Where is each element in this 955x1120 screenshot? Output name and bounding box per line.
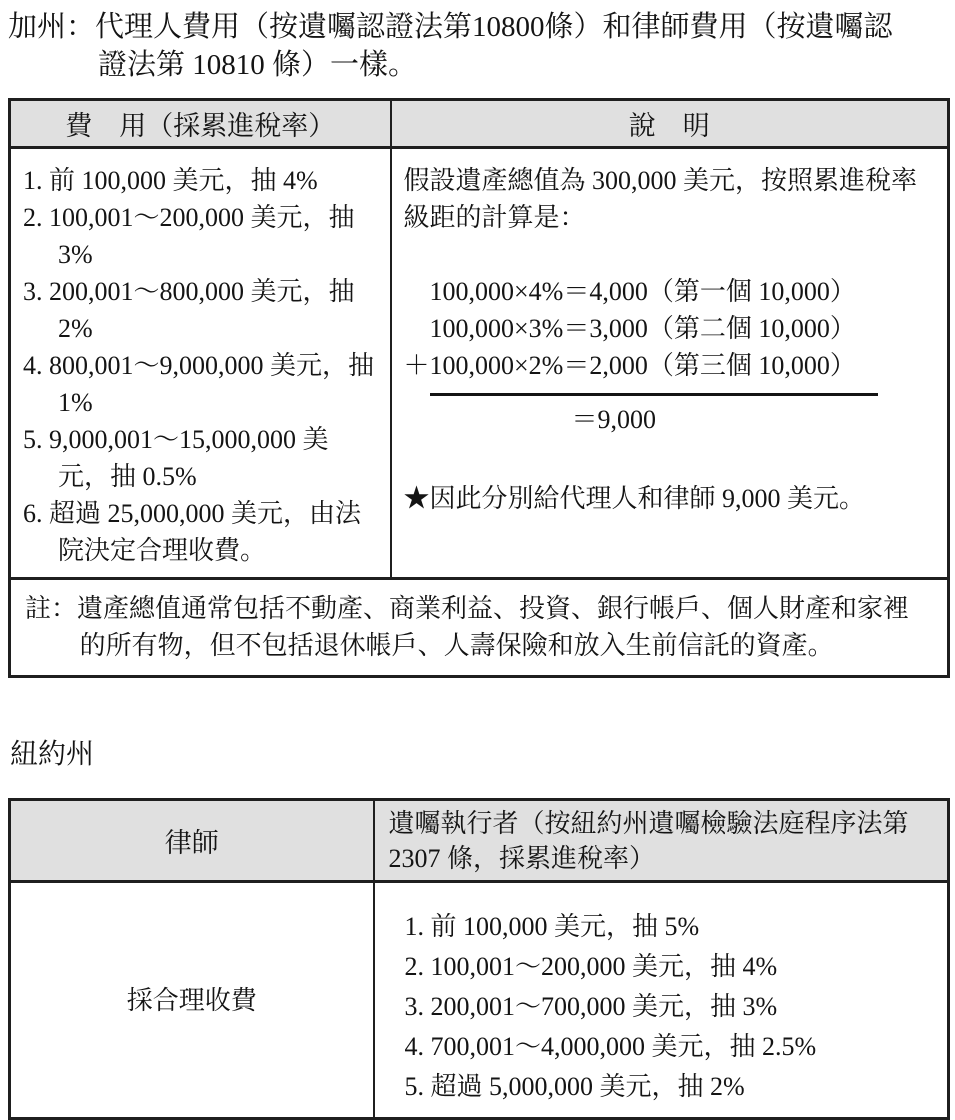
calculation-block <box>404 273 938 438</box>
california-fee-table <box>8 98 950 678</box>
fee-schedule-cell <box>10 148 391 579</box>
attorney-fee-cell: 採合理收費 <box>10 882 374 1119</box>
fee-item-6: 6. 超過 25,000,000 美元，由法院決定合理收費。 <box>23 499 362 565</box>
newyork-table-body-row <box>10 882 949 1119</box>
california-table-body-row <box>10 148 949 579</box>
executor-fee-cell <box>374 882 949 1119</box>
note-text: 註：遺產總值通常包括不動產、商業利益、投資、銀行帳戶、個人財產和家裡的所有物，但不包括退休帳戶、人壽保險和放入生前信託的資產。 <box>25 594 910 660</box>
explanation-column-header: 說 明 <box>391 100 949 148</box>
fee-item-2: 2. 100,001～200,000 美元，抽 3% <box>23 203 355 269</box>
fee-item-1: 1. 前 100,000 美元，抽 4% <box>23 166 318 195</box>
calc-line-2: 100,000×3%＝3,000（第二個 10,000） <box>429 314 856 343</box>
newyork-table-header-row <box>10 800 949 882</box>
explanation-intro: 假設遺產總值為 300,000 美元，按照累進稅率級距的計算是： <box>403 166 918 232</box>
newyork-section-heading: 紐約州 <box>10 739 95 770</box>
page-title-line2: 證法第 10810 條）一樣。 <box>98 49 418 81</box>
newyork-fee-table <box>8 798 950 1120</box>
executor-fee-item-2: 2. 100,001～200,000 美元，抽 4% <box>404 952 778 981</box>
page-title-line1: 加州：代理人費用（按遺囑認證法第10800條）和律師費用（按遺囑認 <box>8 11 893 43</box>
calc-line-1: 100,000×4%＝4,000（第一個 10,000） <box>429 277 856 306</box>
sum-divider-line <box>430 393 878 396</box>
calc-line-3: ＋100,000×2%＝2,000（第三個 10,000） <box>403 351 856 380</box>
executor-column-header: 遺囑執行者（按紐約州遺囑檢驗法庭程序法第 2307 條，採累進稅率） <box>374 800 949 882</box>
executor-fee-item-4: 4. 700,001～4,000,000 美元，抽 2.5% <box>404 1032 817 1061</box>
calc-total: ＝9,000 <box>571 405 657 434</box>
fee-item-3: 3. 200,001～800,000 美元，抽 2% <box>23 277 355 343</box>
note-cell <box>10 579 949 677</box>
executor-fee-item-3: 3. 200,001～700,000 美元，抽 3% <box>404 992 778 1021</box>
fee-item-5: 5. 9,000,001～15,000,000 美元，抽 0.5% <box>23 425 329 491</box>
california-table-header-row <box>10 100 949 148</box>
attorney-column-header: 律師 <box>10 800 374 882</box>
executor-fee-item-5: 5. 超過 5,000,000 美元，抽 2% <box>404 1072 745 1101</box>
california-table-note-row <box>10 579 949 677</box>
fee-item-4: 4. 800,001～9,000,000 美元，抽 1% <box>23 351 375 417</box>
calc-conclusion: ★因此分別給代理人和律師 9,000 美元。 <box>403 484 866 513</box>
explanation-cell <box>391 148 949 579</box>
fee-column-header: 費 用（採累進稅率） <box>10 100 391 148</box>
page-title <box>8 8 947 84</box>
executor-fee-item-1: 1. 前 100,000 美元，抽 5% <box>404 912 700 941</box>
